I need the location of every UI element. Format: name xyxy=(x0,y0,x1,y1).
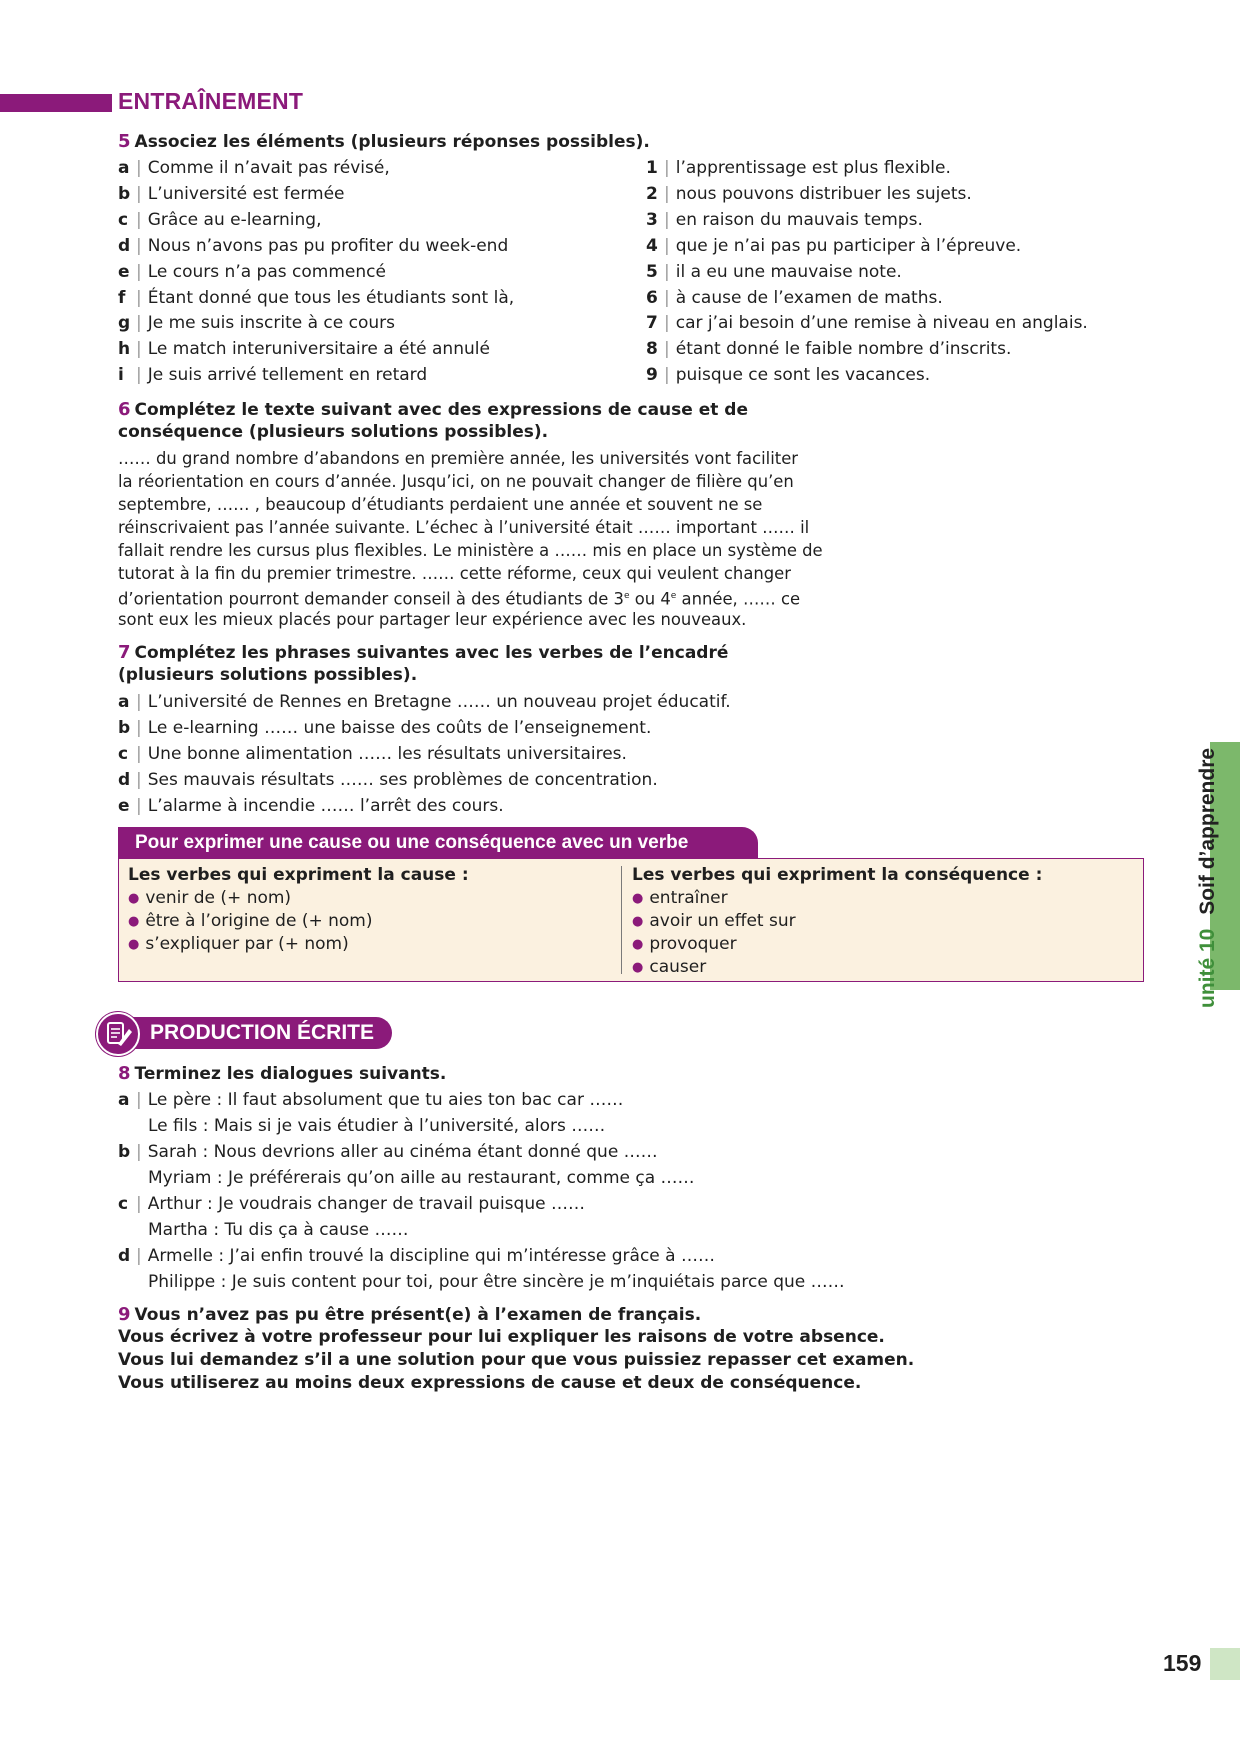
item-letter: c xyxy=(118,1194,129,1214)
item-text: Grâce au e-learning, xyxy=(147,209,322,230)
section-title-production: PRODUCTION ÉCRITE xyxy=(150,1021,375,1044)
item-text: L’université de Rennes en Bretagne …… un nouveau projet éducatif. xyxy=(147,692,731,712)
sentence-item xyxy=(118,692,731,712)
item-separator: | xyxy=(664,287,670,308)
item-letter: a xyxy=(118,1090,130,1110)
item-text: Nous n’avons pas pu profiter du week-end xyxy=(147,235,509,256)
item-letter: e xyxy=(118,261,130,282)
page-number-tab xyxy=(1210,1648,1240,1680)
exercise-6-text-line: réinscrivaient pas l’année suivante. L’échec à l’université était …… important …… il xyxy=(118,518,810,537)
item-letter: d xyxy=(118,770,131,790)
item-letter: b xyxy=(118,718,131,738)
bullet-icon: ● xyxy=(128,891,140,906)
match-item-right xyxy=(646,262,902,282)
match-item-right xyxy=(646,184,972,204)
item-number: 4 xyxy=(646,235,658,256)
exercise-8-title: 8 Terminez les dialogues suivants. xyxy=(118,1063,447,1084)
dialogue-item xyxy=(118,1142,658,1162)
dialogue-item xyxy=(118,1090,623,1110)
verb-text: venir de (+ nom) xyxy=(145,888,292,908)
item-letter: a xyxy=(118,158,130,178)
item-letter: b xyxy=(118,1142,131,1162)
item-number: 3 xyxy=(646,209,658,230)
item-separator: | xyxy=(664,158,670,178)
exercise-6-text-line: septembre, …… , beaucoup d’étudiants perdaient une année et souvent ne se xyxy=(118,495,763,514)
item-text: puisque ce sont les vacances. xyxy=(675,365,931,386)
item-separator: | xyxy=(136,1246,142,1266)
dialogue-item xyxy=(118,1246,715,1266)
exercise-9-line: 9 Vous n’avez pas pu être présent(e) à l’examen de français. xyxy=(118,1304,702,1325)
sentence-item xyxy=(118,744,627,764)
item-separator: | xyxy=(664,365,670,386)
item-text: Le cours n’a pas commencé xyxy=(147,261,386,282)
match-item-left xyxy=(118,313,395,333)
item-separator: | xyxy=(136,718,142,738)
match-item-left xyxy=(118,158,390,178)
cause-verb-item xyxy=(128,888,291,910)
exercise-9-line: Vous écrivez à votre professeur pour lui expliquer les raisons de votre absence. xyxy=(118,1327,885,1347)
item-separator: | xyxy=(136,158,142,178)
consequence-verb-item xyxy=(632,911,796,933)
bullet-icon: ● xyxy=(632,937,644,952)
item-text: en raison du mauvais temps. xyxy=(675,209,923,230)
exercise-6-text-line: …… du grand nombre d’abandons en première année, les universités vont faciliter xyxy=(118,449,799,468)
dialogue-line: Arthur : Je voudrais changer de travail puisque …… xyxy=(147,1194,585,1214)
item-text: L’alarme à incendie …… l’arrêt des cours. xyxy=(147,796,504,816)
verb-text: être à l’origine de (+ nom) xyxy=(145,911,373,931)
item-letter: b xyxy=(118,183,131,204)
match-item-right xyxy=(646,313,1088,333)
unit-theme: Soif d’apprendre xyxy=(1196,747,1219,915)
verb-text: s’expliquer par (+ nom) xyxy=(145,934,349,954)
item-text: il a eu une mauvaise note. xyxy=(675,261,902,282)
item-number: 9 xyxy=(646,365,658,386)
item-number: 7 xyxy=(646,313,658,334)
item-letter: c xyxy=(118,209,129,230)
item-text: que je n’ai pas pu participer à l’épreuve. xyxy=(675,235,1022,256)
match-item-left xyxy=(118,288,514,308)
dialogue-reply: Myriam : Je préférerais qu’on aille au restaurant, comme ça …… xyxy=(148,1168,695,1188)
dialogue-line: Le père : Il faut absolument que tu aies ton bac car …… xyxy=(147,1090,624,1110)
item-text: à cause de l’examen de maths. xyxy=(675,287,943,308)
dialogue-reply: Philippe : Je suis content pour toi, pour être sincère je m’inquiétais parce que …… xyxy=(148,1272,845,1292)
item-text: Comme il n’avait pas révisé, xyxy=(147,158,390,178)
bullet-icon: ● xyxy=(128,937,140,952)
cause-verbs-title: Les verbes qui expriment la cause : xyxy=(128,865,469,885)
item-text: l’apprentissage est plus flexible. xyxy=(675,158,951,178)
item-separator: | xyxy=(136,1090,142,1110)
dialogue-item xyxy=(118,1194,585,1214)
item-text: L’université est fermée xyxy=(147,183,345,204)
item-number: 2 xyxy=(646,183,658,204)
bullet-icon: ● xyxy=(632,891,644,906)
item-separator: | xyxy=(136,1142,142,1162)
match-item-left xyxy=(118,365,427,385)
item-separator: | xyxy=(664,183,670,204)
item-letter: f xyxy=(118,287,126,308)
consequence-verb-item xyxy=(632,888,728,910)
item-letter: d xyxy=(118,235,131,256)
verb-text: provoquer xyxy=(649,934,737,954)
item-separator: | xyxy=(136,365,142,386)
item-number: 8 xyxy=(646,339,658,360)
item-separator: | xyxy=(664,209,670,230)
match-item-right xyxy=(646,210,923,230)
item-letter: a xyxy=(118,692,130,712)
dialogue-reply: Martha : Tu dis ça à cause …… xyxy=(148,1220,409,1240)
item-letter: h xyxy=(118,339,131,360)
consequence-verb-item xyxy=(632,934,737,956)
item-separator: | xyxy=(136,313,142,334)
exercise-6-title-line2: conséquence (plusieurs solutions possibles). xyxy=(118,422,549,442)
item-separator: | xyxy=(136,209,142,230)
verb-text: avoir un effet sur xyxy=(649,911,796,931)
item-separator: | xyxy=(136,692,142,712)
exercise-6-title: 6 Complétez le texte suivant avec des expressions de cause et de xyxy=(118,399,749,420)
item-separator: | xyxy=(136,1194,142,1214)
item-text: Je suis arrivé tellement en retard xyxy=(147,365,428,386)
item-separator: | xyxy=(136,796,142,816)
exercise-6-text-line: tutorat à la fin du premier trimestre. …… cette réforme, ceux qui veulent changer xyxy=(118,564,791,583)
header-bar xyxy=(0,94,112,112)
side-tab-label xyxy=(1196,748,1220,1008)
item-letter: e xyxy=(118,796,130,816)
unit-label: unité 10 xyxy=(1196,928,1219,1008)
item-number: 6 xyxy=(646,287,658,308)
match-item-right xyxy=(646,288,943,308)
cause-verb-item xyxy=(128,911,372,933)
exercise-7-title: 7 Complétez les phrases suivantes avec les verbes de l’encadré xyxy=(118,642,729,663)
page-number: 159 xyxy=(1163,1650,1202,1676)
item-text: Je me suis inscrite à ce cours xyxy=(147,313,395,334)
grammar-box-title: Pour exprimer une cause ou une conséquence avec un verbe xyxy=(135,832,689,853)
dialogue-line: Sarah : Nous devrions aller au cinéma étant donné que …… xyxy=(147,1142,658,1162)
match-item-right xyxy=(646,365,930,385)
bullet-icon: ● xyxy=(632,914,644,929)
match-item-left xyxy=(118,236,508,256)
sentence-item xyxy=(118,718,651,738)
item-text: Étant donné que tous les étudiants sont là, xyxy=(147,287,515,308)
dialogue-line: Armelle : J’ai enfin trouvé la discipline qui m’intéresse grâce à …… xyxy=(147,1246,715,1266)
exercise-7-title-line2: (plusieurs solutions possibles). xyxy=(118,665,418,685)
cause-verb-item xyxy=(128,934,349,956)
item-number: 1 xyxy=(646,158,658,178)
grammar-box-divider xyxy=(621,866,622,974)
item-separator: | xyxy=(664,235,670,256)
sentence-item xyxy=(118,796,504,816)
match-item-right xyxy=(646,158,951,178)
match-item-left xyxy=(118,210,321,230)
verb-text: causer xyxy=(649,957,707,977)
item-letter: c xyxy=(118,744,129,764)
dialogue-reply: Le fils : Mais si je vais étudier à l’université, alors …… xyxy=(148,1116,606,1136)
item-separator: | xyxy=(136,770,142,790)
exercise-9-line: Vous utiliserez au moins deux expressions de cause et deux de conséquence. xyxy=(118,1373,862,1393)
match-item-right xyxy=(646,236,1021,256)
match-item-left xyxy=(118,184,345,204)
match-item-left xyxy=(118,339,490,359)
item-text: étant donné le faible nombre d’inscrits. xyxy=(675,339,1012,360)
sentence-item xyxy=(118,770,658,790)
consequence-verb-item xyxy=(632,957,706,979)
item-text: Le match interuniversitaire a été annulé xyxy=(147,339,490,360)
exercise-6-text-line: d’orientation pourront demander conseil à des étudiants de 3e ou 4e année, …… ce xyxy=(118,589,801,609)
exercise-6-text-line: fallait rendre les cursus plus flexibles. Le ministère a …… mis en place un système de xyxy=(118,541,823,560)
item-separator: | xyxy=(664,339,670,360)
item-text: car j’ai besoin d’une remise à niveau en anglais. xyxy=(675,313,1088,334)
item-text: Une bonne alimentation …… les résultats universitaires. xyxy=(147,744,627,764)
exercise-5-title: 5 Associez les éléments (plusieurs réponses possibles). xyxy=(118,131,650,152)
item-letter: i xyxy=(118,365,124,386)
match-item-left xyxy=(118,262,386,282)
bullet-icon: ● xyxy=(632,960,644,975)
bullet-icon: ● xyxy=(128,914,140,929)
item-separator: | xyxy=(136,339,142,360)
item-letter: g xyxy=(118,313,131,334)
verb-text: entraîner xyxy=(649,888,728,908)
item-separator: | xyxy=(136,183,142,204)
item-separator: | xyxy=(136,287,142,308)
item-separator: | xyxy=(664,261,670,282)
section-title-entrainement: ENTRAÎNEMENT xyxy=(118,88,304,114)
item-number: 5 xyxy=(646,261,658,282)
item-letter: d xyxy=(118,1246,131,1266)
item-separator: | xyxy=(136,235,142,256)
item-separator: | xyxy=(664,313,670,334)
item-text: Le e-learning …… une baisse des coûts de l’enseignement. xyxy=(147,718,652,738)
item-text: Ses mauvais résultats …… ses problèmes de concentration. xyxy=(147,770,658,790)
consequence-verbs-title: Les verbes qui expriment la conséquence : xyxy=(632,865,1043,885)
item-separator: | xyxy=(136,744,142,764)
exercise-6-text-line: la réorientation en cours d’année. Jusqu’ici, on ne pouvait changer de filière qu’en xyxy=(118,472,794,491)
exercise-6-text-line: sont eux les mieux placés pour partager leur expérience avec les nouveaux. xyxy=(118,610,747,629)
item-separator: | xyxy=(136,261,142,282)
item-text: nous pouvons distribuer les sujets. xyxy=(675,183,972,204)
exercise-9-line: Vous lui demandez s’il a une solution pour que vous puissiez repasser cet examen. xyxy=(118,1350,915,1370)
pencil-note-icon xyxy=(96,1012,140,1056)
exercise-number: 5 xyxy=(118,131,131,152)
match-item-right xyxy=(646,339,1011,359)
